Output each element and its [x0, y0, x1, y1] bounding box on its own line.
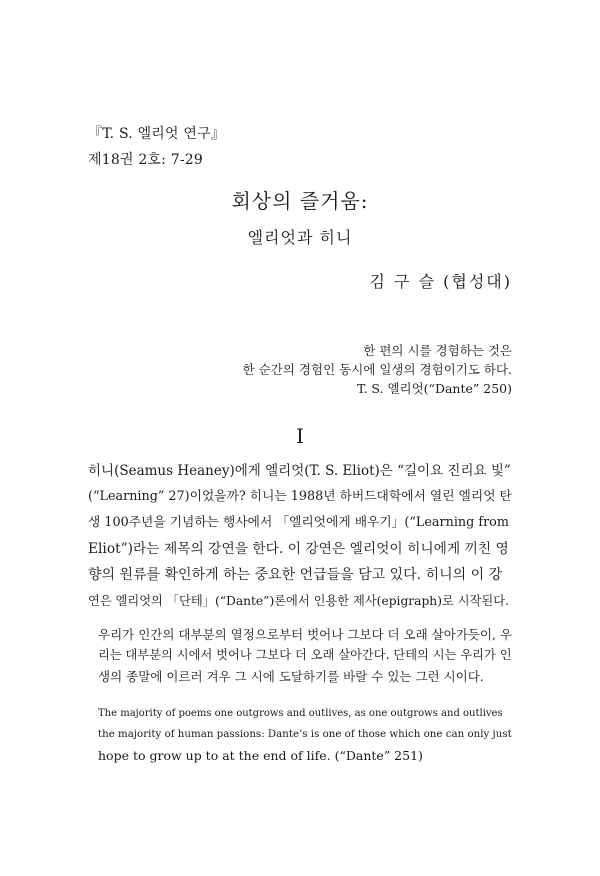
paragraph-line: 생 100주년을 기념하는 행사에서 「엘리엇에게 배우기」(“Learning from — [88, 515, 509, 530]
block-quote-korean — [98, 624, 512, 687]
article-title: 회상의 즐거움: — [231, 189, 369, 213]
quote-line: 우리가 인간의 대부분의 열정으로부터 벗어나 그보다 더 오래 살아가듯이, 우 — [98, 627, 513, 642]
quote-line: The majority of poems one outgrows and outlives, as one outgrows and outlives — [98, 708, 503, 719]
author-line: 김 구 슬 (협성대) — [369, 272, 512, 291]
epigraph — [243, 341, 512, 398]
body-paragraph — [88, 458, 512, 614]
epigraph-attribution: T. S. 엘리엇(“Dante” 250) — [356, 381, 512, 396]
journal-header — [88, 121, 225, 173]
quote-line: 생의 종말에 이르러 겨우 그 시에 도달하기를 바랄 수 있는 그런 시이다. — [98, 669, 484, 684]
paragraph-line: (“Learning” 27)이었을까? 히니는 1988년 하버드대학에서 열린 엘리엇 탄 — [88, 489, 512, 504]
journal-title: 『T. S. 엘리엇 연구』 — [88, 126, 226, 142]
paragraph-line: 연은 엘리엇의 「단테」(“Dante”)론에서 인용한 제사(epigraph)로 시작된다. — [88, 594, 509, 608]
journal-issue: 제18권 2호: 7-29 — [88, 152, 203, 168]
quote-line: the majority of human passions: Dante’s is one of those which one can only just — [98, 728, 512, 740]
epigraph-line: 한 편의 시를 경험하는 것은 — [363, 343, 512, 358]
article-subtitle: 엘리엇과 히니 — [247, 228, 353, 247]
paragraph-line: 향의 원류를 확인하게 하는 중요한 언급들을 담고 있다. 히니의 이 강 — [88, 567, 503, 583]
paragraph-line: 히니(Seamus Heaney)에게 엘리엇(T. S. Eliot)은 “길이요 진리요 빛” — [88, 463, 511, 479]
section-number: I — [296, 424, 304, 448]
paragraph-line: Eliot”)라는 제목의 강연을 한다. 이 강연은 엘리엇이 히니에게 끼친 영 — [88, 541, 509, 557]
quote-line: hope to grow up to at the end of life. (“Dante” 251) — [98, 748, 423, 763]
epigraph-line: 한 순간의 경험인 동시에 일생의 경험이기도 하다. — [242, 362, 512, 377]
block-quote-english — [98, 703, 512, 766]
quote-line: 리는 대부분의 시에서 벗어나 그보다 더 오래 살아간다. 단테의 시는 우리가 인 — [98, 648, 512, 662]
